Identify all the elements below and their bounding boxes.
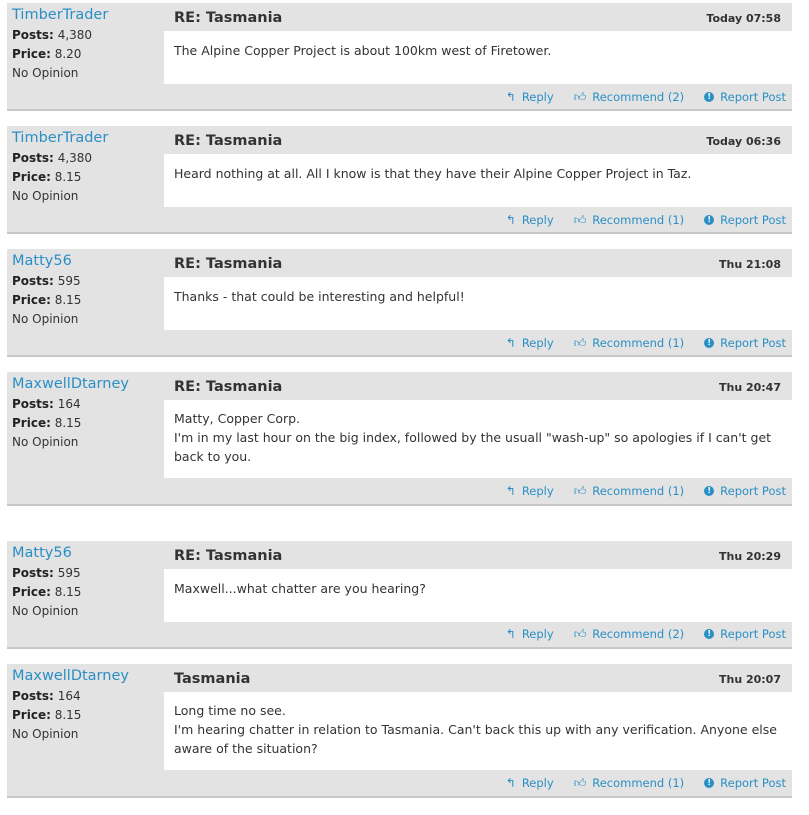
report-post-button[interactable] — [704, 484, 786, 498]
author-info — [12, 666, 162, 744]
report-post-button[interactable] — [704, 336, 786, 350]
posts-count: 4,380 — [57, 28, 93, 42]
posts-count: 4,380 — [57, 151, 93, 165]
post-text-line: Heard nothing at all. All I know is that they have their Alpine Copper Project in Taz. — [174, 166, 692, 181]
author-info — [12, 374, 162, 452]
opinion: No Opinion — [12, 604, 79, 618]
price-value: 8.20 — [54, 47, 82, 61]
post-body — [164, 692, 792, 770]
price-label: Price: — [12, 293, 51, 307]
username-link[interactable]: TimberTrader — [12, 7, 109, 23]
alert-icon: ! — [704, 215, 714, 225]
forum-post — [7, 372, 792, 506]
post-actions — [506, 776, 786, 790]
alert-icon: ! — [704, 629, 714, 639]
recommend-label: Recommend (2) — [592, 627, 685, 641]
post-time: Today 06:36 — [706, 135, 781, 148]
post-body — [164, 277, 792, 330]
recommend-button[interactable] — [574, 213, 684, 227]
recommend-button[interactable] — [574, 627, 684, 641]
reply-icon: ↰ — [505, 484, 516, 498]
username-link[interactable]: MaxwellDtarney — [12, 376, 129, 392]
username-link[interactable]: Matty56 — [12, 545, 72, 561]
recommend-button[interactable] — [574, 484, 684, 498]
post-time: Thu 20:47 — [718, 381, 781, 394]
post-body — [164, 569, 792, 622]
report-post-button[interactable] — [704, 90, 786, 104]
thumbs-up-icon: 👍︎ — [573, 90, 587, 104]
thumbs-up-icon: 👍︎ — [573, 484, 587, 498]
post-actions — [506, 90, 786, 104]
post-subject[interactable]: RE: Tasmania — [174, 548, 283, 564]
opinion: No Opinion — [12, 435, 79, 449]
post-body — [164, 400, 792, 478]
post-subject[interactable]: RE: Tasmania — [174, 10, 283, 26]
post-actions — [506, 336, 786, 350]
thumbs-up-icon: 👍︎ — [573, 627, 587, 641]
posts-count: 595 — [57, 274, 81, 288]
alert-icon: ! — [704, 486, 714, 496]
price-label: Price: — [12, 708, 51, 722]
price-label: Price: — [12, 47, 51, 61]
reply-button[interactable] — [506, 336, 554, 350]
post-subject[interactable]: RE: Tasmania — [174, 133, 283, 149]
post-time: Thu 20:29 — [718, 550, 781, 563]
recommend-label: Recommend (1) — [592, 336, 685, 350]
post-actions — [506, 213, 786, 227]
price-label: Price: — [12, 170, 51, 184]
alert-icon: ! — [704, 92, 714, 102]
forum-post — [7, 3, 792, 111]
author-info — [12, 251, 162, 329]
recommend-button[interactable] — [574, 336, 684, 350]
reply-button[interactable] — [506, 484, 554, 498]
recommend-button[interactable] — [574, 776, 684, 790]
thumbs-up-icon: 👍︎ — [573, 336, 587, 350]
posts-label: Posts: — [12, 397, 54, 411]
post-text-line: Thanks - that could be interesting and helpful! — [174, 289, 465, 304]
report-label: Report Post — [720, 336, 786, 350]
price-label: Price: — [12, 585, 51, 599]
posts-label: Posts: — [12, 28, 54, 42]
reply-icon: ↰ — [505, 627, 516, 641]
report-label: Report Post — [720, 213, 786, 227]
opinion: No Opinion — [12, 189, 79, 203]
author-info — [12, 5, 162, 83]
posts-count: 164 — [57, 397, 81, 411]
posts-count: 164 — [57, 689, 81, 703]
post-actions — [506, 627, 786, 641]
post-body — [164, 31, 792, 84]
report-label: Report Post — [720, 90, 786, 104]
posts-label: Posts: — [12, 151, 54, 165]
reply-icon: ↰ — [505, 90, 516, 104]
post-text-line: I'm in my last hour on the big index, followed by the usuall "wash-up" so apologies if I can't get back to you. — [174, 430, 772, 464]
reply-label: Reply — [521, 776, 554, 790]
price-value: 8.15 — [54, 170, 82, 184]
report-label: Report Post — [720, 776, 786, 790]
report-post-button[interactable] — [704, 776, 786, 790]
reply-icon: ↰ — [505, 776, 516, 790]
posts-label: Posts: — [12, 274, 54, 288]
post-body — [164, 154, 792, 207]
price-value: 8.15 — [54, 585, 82, 599]
posts-count: 595 — [57, 566, 81, 580]
reply-label: Reply — [521, 90, 554, 104]
author-info — [12, 128, 162, 206]
username-link[interactable]: MaxwellDtarney — [12, 668, 129, 684]
post-text-line: Long time no see. — [174, 703, 286, 718]
post-subject[interactable]: Tasmania — [174, 671, 251, 687]
reply-icon: ↰ — [505, 336, 516, 350]
alert-icon: ! — [704, 338, 714, 348]
price-value: 8.15 — [54, 708, 82, 722]
forum-post — [7, 249, 792, 357]
thumbs-up-icon: 👍︎ — [573, 776, 587, 790]
post-time: Thu 20:07 — [718, 673, 781, 686]
post-time: Today 07:58 — [706, 12, 781, 25]
reply-label: Reply — [521, 336, 554, 350]
posts-label: Posts: — [12, 689, 54, 703]
report-label: Report Post — [720, 627, 786, 641]
reply-label: Reply — [521, 213, 554, 227]
price-value: 8.15 — [54, 293, 82, 307]
username-link[interactable]: TimberTrader — [12, 130, 109, 146]
forum-post — [7, 541, 792, 649]
opinion: No Opinion — [12, 312, 79, 326]
opinion: No Opinion — [12, 727, 79, 741]
alert-icon: ! — [704, 778, 714, 788]
reply-button[interactable] — [506, 776, 554, 790]
post-text-line: Maxwell...what chatter are you hearing? — [174, 581, 426, 596]
reply-button[interactable] — [506, 213, 554, 227]
price-value: 8.15 — [54, 416, 82, 430]
reply-icon: ↰ — [505, 213, 516, 227]
reply-label: Reply — [521, 484, 554, 498]
post-text-line: I'm hearing chatter in relation to Tasmania. Can't back this up with any verification. Anyone else aware of the situation? — [174, 722, 777, 756]
price-label: Price: — [12, 416, 51, 430]
report-label: Report Post — [720, 484, 786, 498]
post-text-line: The Alpine Copper Project is about 100km west of Firetower. — [174, 43, 552, 58]
thumbs-up-icon: 👍︎ — [573, 213, 587, 227]
reply-button[interactable] — [506, 627, 554, 641]
username-link[interactable]: Matty56 — [12, 253, 72, 269]
forum-post — [7, 664, 792, 798]
opinion: No Opinion — [12, 66, 79, 80]
post-text-line: Matty, Copper Corp. — [174, 411, 301, 426]
recommend-label: Recommend (1) — [592, 484, 685, 498]
report-post-button[interactable] — [704, 627, 786, 641]
post-actions — [506, 484, 786, 498]
recommend-label: Recommend (1) — [592, 213, 685, 227]
posts-label: Posts: — [12, 566, 54, 580]
recommend-label: Recommend (1) — [592, 776, 685, 790]
forum-post — [7, 126, 792, 234]
report-post-button[interactable] — [704, 213, 786, 227]
recommend-button[interactable] — [574, 90, 684, 104]
reply-label: Reply — [521, 627, 554, 641]
reply-button[interactable] — [506, 90, 554, 104]
recommend-label: Recommend (2) — [592, 90, 685, 104]
author-info — [12, 543, 162, 621]
post-time: Thu 21:08 — [718, 258, 781, 271]
post-subject[interactable]: RE: Tasmania — [174, 379, 283, 395]
post-subject[interactable]: RE: Tasmania — [174, 256, 283, 272]
